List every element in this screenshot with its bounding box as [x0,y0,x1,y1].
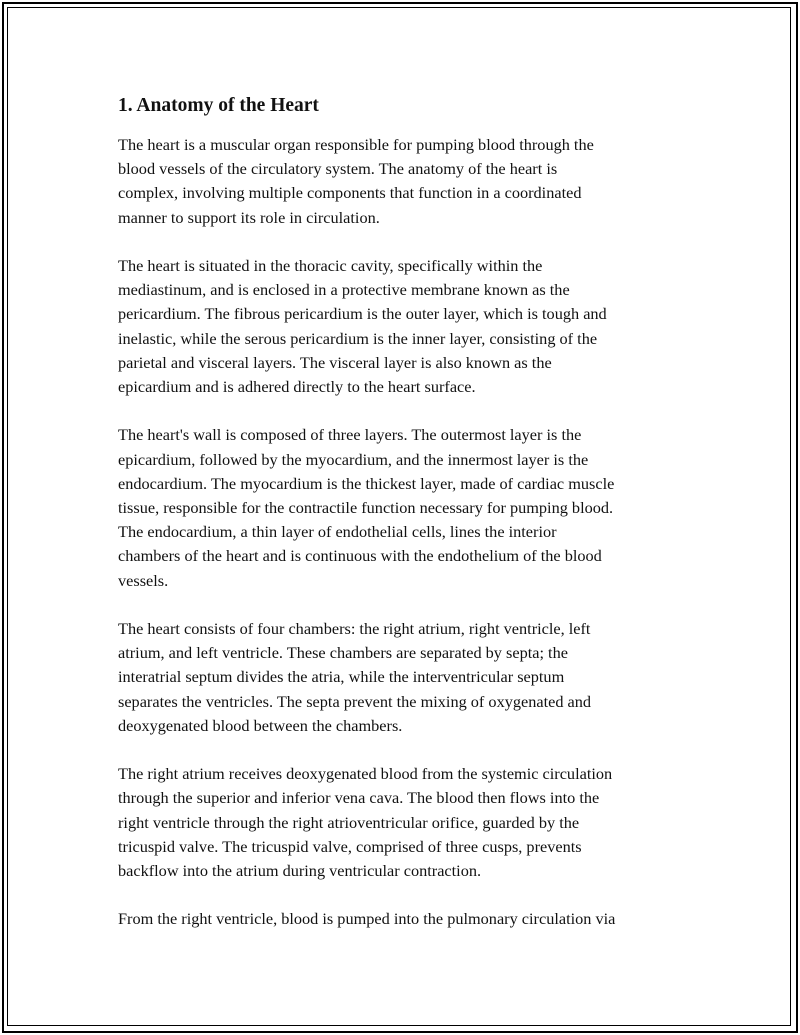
text-line: tissue, responsible for the contractile function necessary for pumping blood. [118,498,614,518]
text-line: mediastinum, and is enclosed in a protective membrane known as the [118,280,570,300]
text-line: complex, involving multiple components that function in a coordinated [118,183,582,203]
text-line: From the right ventricle, blood is pumped into the pulmonary circulation via [118,909,616,929]
paragraph-right-ventricle [118,907,698,931]
text-line: vessels. [118,570,169,590]
paragraph-right-atrium [118,762,698,883]
paragraph-intro [118,133,698,230]
text-line: deoxygenated blood between the chambers. [118,715,403,735]
text-line: pericardium. The fibrous pericardium is the outer layer, which is tough and [118,304,607,324]
text-line: blood vessels of the circulatory system. The anatomy of the heart is [118,159,558,179]
text-line: The heart is a muscular organ responsible for pumping blood through the [118,135,594,154]
text-line: The heart consists of four chambers: the right atrium, right ventricle, left [118,619,591,639]
text-line: The right atrium receives deoxygenated blood from the systemic circulation [118,764,613,784]
text-line: inelastic, while the serous pericardium is the inner layer, consisting of the [118,328,598,348]
text-line: chambers of the heart and is continuous with the endothelium of the blood [118,546,602,566]
text-line: The heart's wall is composed of three layers. The outermost layer is the [118,425,582,445]
paragraph-location [118,254,698,399]
text-line: right ventricle through the right atrioventricular orifice, guarded by the [118,812,580,832]
text-line: separates the ventricles. The septa prevent the mixing of oxygenated and [118,691,592,711]
text-line: interatrial septum divides the atria, while the interventricular septum [118,667,565,687]
paragraph-chambers [118,617,698,738]
text-line: epicardium and is adhered directly to the heart surface. [118,377,476,397]
text-line: manner to support its role in circulation. [118,207,380,227]
text-line: The heart is situated in the thoracic cavity, specifically within the [118,256,543,275]
text-line: epicardium, followed by the myocardium, and the innermost layer is the [118,449,589,469]
text-line: endocardium. The myocardium is the thickest layer, made of cardiac muscle [118,473,615,493]
paragraph-wall-layers [118,423,698,592]
section-title: 1. Anatomy of the Heart [118,95,319,116]
text-line: atrium, and left ventricle. These chambers are separated by septa; the [118,643,568,663]
text-line: The endocardium, a thin layer of endothelial cells, lines the interior [118,522,557,542]
document-body [118,93,698,956]
text-line: parietal and visceral layers. The visceral layer is also known as the [118,352,552,372]
text-line: backflow into the atrium during ventricular contraction. [118,861,482,881]
text-line: tricuspid valve. The tricuspid valve, comprised of three cusps, prevents [118,836,582,856]
text-line: through the superior and inferior vena cava. The blood then flows into the [118,788,600,808]
